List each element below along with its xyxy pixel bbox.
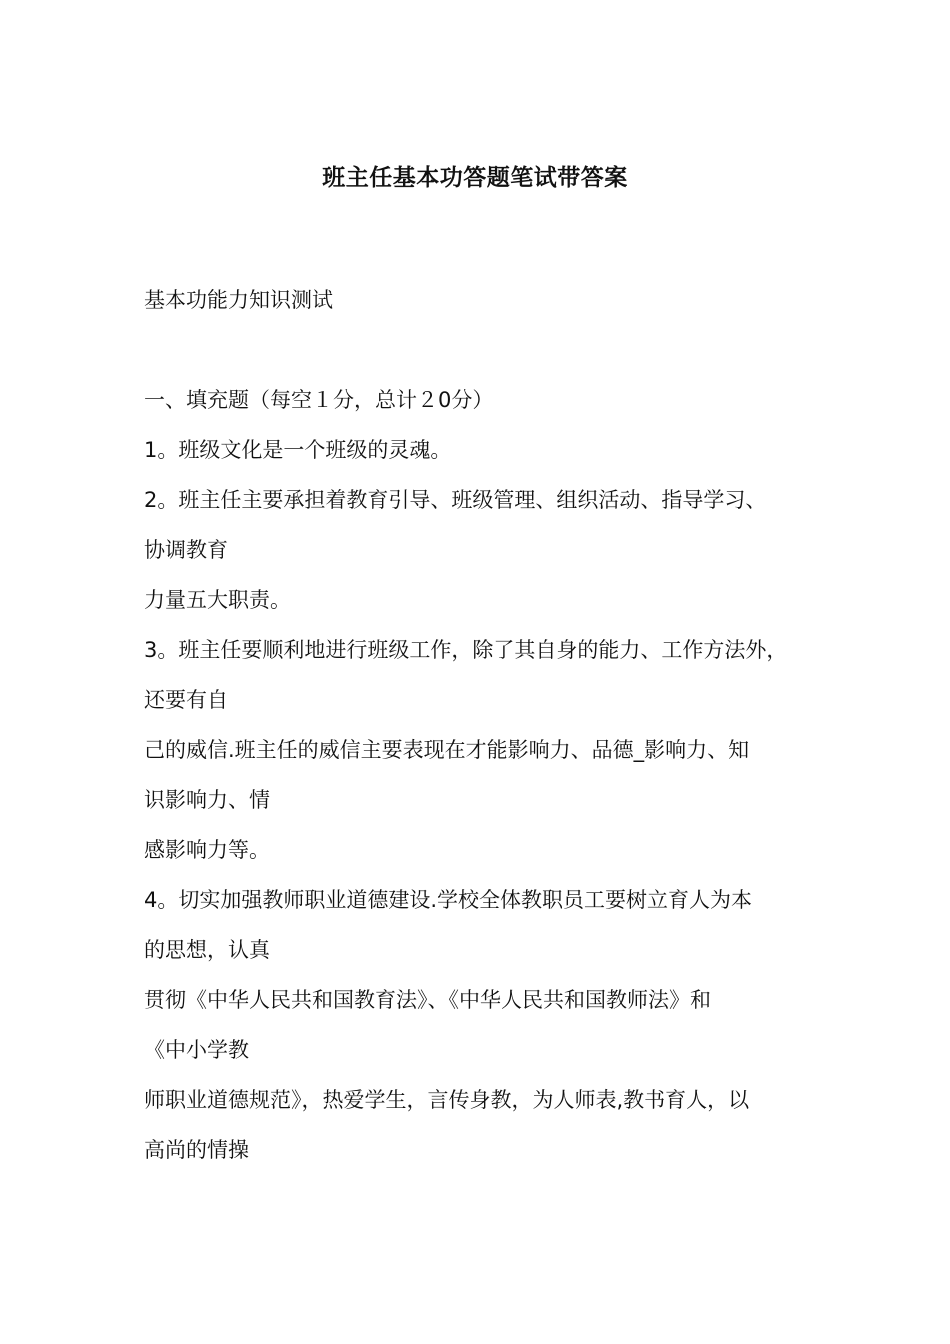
body-line: 还要有自 [144, 688, 228, 712]
body-line: 高尚的情操 [144, 1138, 249, 1162]
body-line: 己的威信.班主任的威信主要表现在才能影响力、品德_影响力、知 [144, 738, 750, 762]
body-line: 3。班主任要顺利地进行班级工作，除了其自身的能力、工作方法外， [144, 638, 788, 662]
body-line: 感影响力等。 [144, 838, 270, 862]
body-line: 的思想，认真 [144, 938, 270, 962]
body-line: 1。班级文化是一个班级的灵魂。 [144, 438, 452, 462]
body-line: 4。切实加强教师职业道德建设.学校全体教职员工要树立育人为本 [144, 888, 753, 912]
body-line: 协调教育 [144, 538, 228, 562]
document-subtitle: 基本功能力知识测试 [144, 288, 333, 312]
body-line: 力量五大职责。 [144, 588, 291, 612]
section-heading: 一、填充题（每空１分，总计２0分） [144, 388, 494, 412]
body-line: 贯彻《中华人民共和国教育法》、《中华人民共和国教师法》和 [144, 988, 711, 1012]
body-line: 识影响力、情 [144, 788, 270, 812]
body-line: 师职业道德规范》，热爱学生，言传身教，为人师表,教书育人，以 [144, 1088, 750, 1112]
body-line: 2。班主任主要承担着教育引导、班级管理、组织活动、指导学习、 [144, 488, 767, 512]
document-title: 班主任基本功答题笔试带答案 [322, 165, 628, 191]
body-line: 《中小学教 [144, 1038, 249, 1062]
